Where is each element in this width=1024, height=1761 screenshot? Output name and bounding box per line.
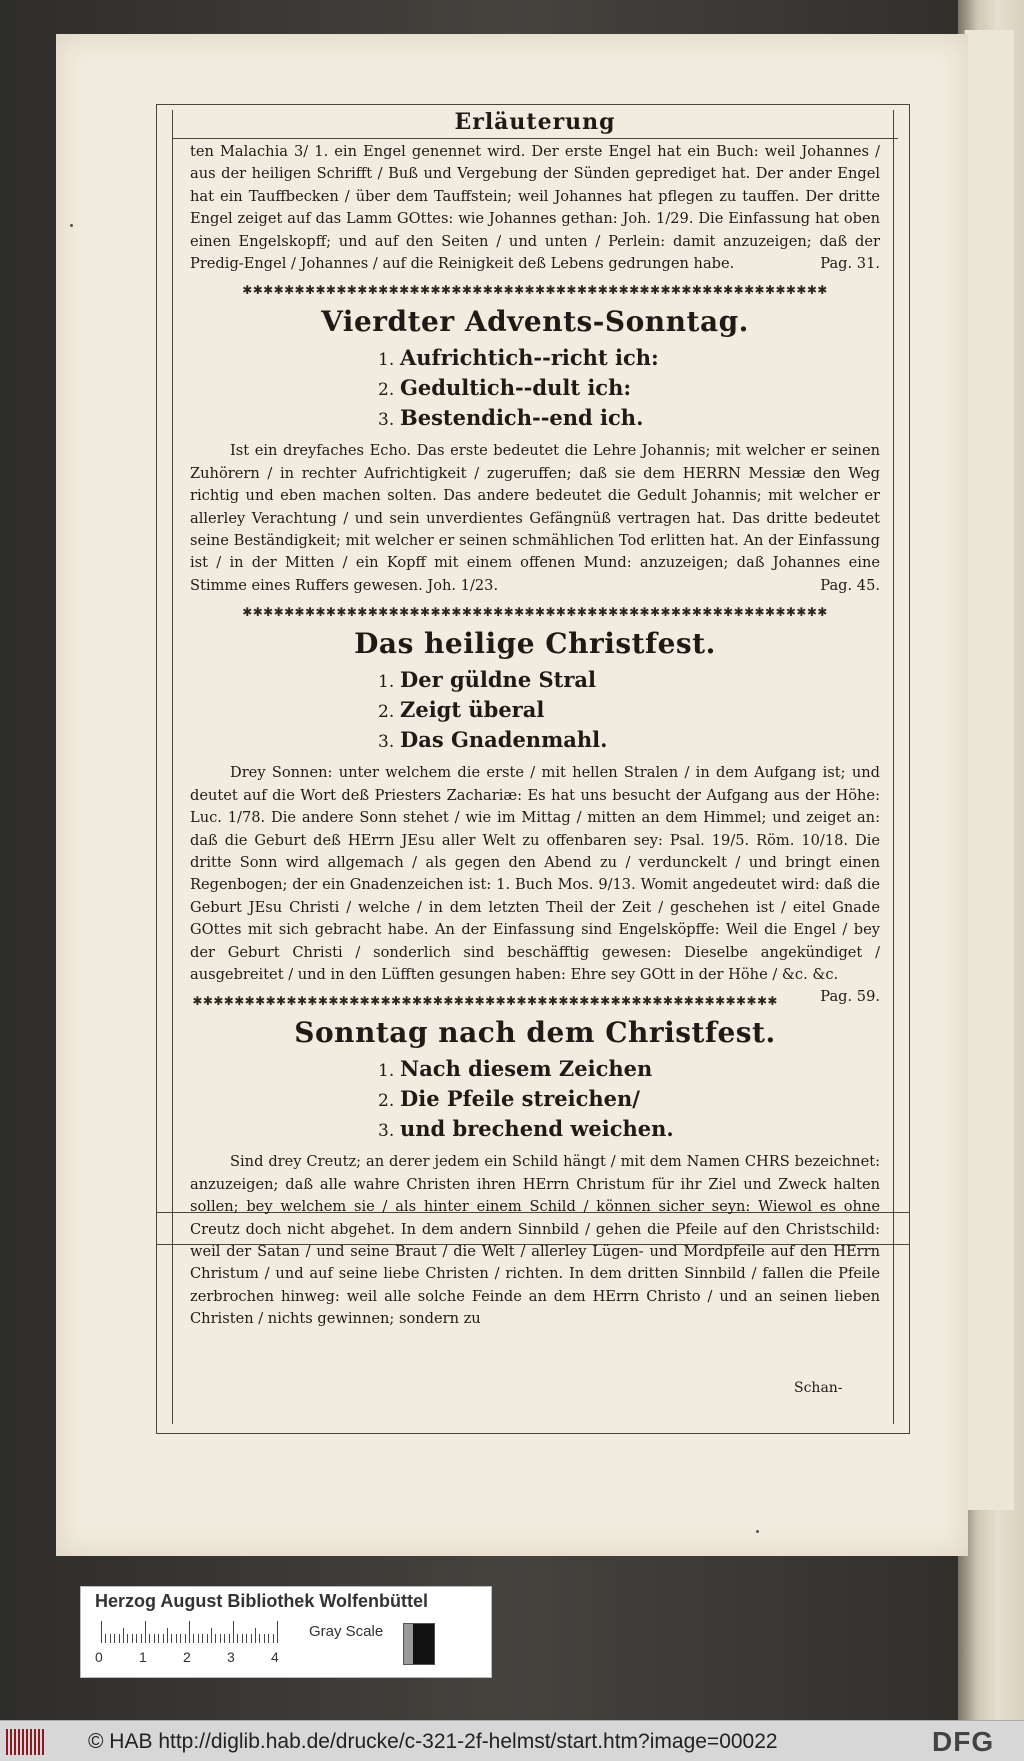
- verse-line: 2. Zeigt überal: [378, 697, 545, 723]
- verse-line: 3. Bestendich--end ich.: [378, 405, 644, 431]
- ruler-tick: [189, 1621, 190, 1643]
- section-body: [190, 440, 880, 597]
- section-title: Das heilige Christfest.: [354, 627, 716, 661]
- ruler-tick: [277, 1621, 278, 1643]
- ruler-tick: [229, 1634, 230, 1643]
- ruler-tick: [141, 1634, 142, 1643]
- verse-line: 1. Nach diesem Zeichen: [378, 1056, 653, 1082]
- ruler-tick: [171, 1634, 172, 1643]
- verse-line: 1. Der güldne Stral: [378, 667, 597, 693]
- verse-list: [378, 344, 880, 434]
- footer-url-text[interactable]: © HAB http://diglib.hab.de/drucke/c-321-2f-helmst/start.htm?image=00022: [88, 1730, 778, 1753]
- ruler-tick: [127, 1634, 128, 1643]
- verse-list: [378, 666, 880, 756]
- ruler-scale: [101, 1621, 281, 1643]
- intro-paragraph: [190, 141, 880, 275]
- footer-bar: [0, 1720, 1024, 1761]
- section-title: Vierdter Advents-Sonntag.: [321, 305, 749, 339]
- color-calibration-card: [80, 1586, 492, 1678]
- ornament-divider: ✱✱✱✱✱✱✱✱✱✱✱✱✱✱✱✱✱✱✱✱✱✱✱✱✱✱✱✱✱✱✱✱✱✱✱✱✱✱✱✱✱✱✱✱✱✱✱✱✱✱✱✱✱✱✱✱: [242, 283, 828, 298]
- ruler-tick: [242, 1634, 243, 1643]
- ruler-tick: [101, 1621, 102, 1643]
- intro-page-ref: Pag. 31.: [820, 255, 880, 273]
- ruler-tick: [158, 1634, 159, 1643]
- ruler-tick: [273, 1634, 274, 1643]
- ruler-numbers: [95, 1649, 295, 1667]
- section-body-text: Drey Sonnen: unter welchem die erste / mit hellen Stralen / in dem Aufgang ist; und deutet auf die Wort deß Priesters Zachariæ: Es hat uns besucht der Aufgang aus der Höhe: Luc. 1/78. Die andere Sonn stehet / wie im Mittag / mitten an dem Himmel; und zeiget an: daß die Geburt deß HErrn JEsu aller Welt zu offenbaren sey: Psal. 19/5. Röm. 10/18. Die dritte Sonn wird allgemach / als gegen den Abend zu / verdunckelt / und bringt einen Regenbogen; der ein Gnadenzeichen ist: 1. Buch Mos. 9/13. Womit angedeutet wird: daß die Geburt JEsu Christi / welche / in dem letzten Theil der Zeit / geschehen ist / eitel Gnade GOttes mit sich gebracht habe. An der Einfassung sind Engelsköpffe: Weil die Engel / bey der Geburt Christi / sonderlich sind beschäfftig gewesen: Dieselbe angekündiget / ausgebreitet / und in den Lüfften gesungen haben: Ehre sey GOtt in der Höhe / &c. &c.: [190, 764, 880, 983]
- ruler-tick: [264, 1634, 265, 1643]
- intro-text: ten Malachia 3/ 1. ein Engel genennet wird. Der erste Engel hat ein Buch: weil Johannes / aus der heiligen Schrifft / Buß und Vergebung der Sünden geprediget hat. Der ander Engel hat ein Tauffbecken / über dem Tauffstein; weil Johannes hat pflegen zu tauffen. Der dritte Engel zeiget auf das Lamm GOttes: wie Johannes gethan: Joh. 1/29. Die Einfassung hat oben einen Engelskopff; und auf den Seiten / und unten / Perlein: damit anzuzeigen; daß der Predig-Engel / Johannes / auf die Reinigkeit deß Lebens gedrungen habe.: [190, 143, 880, 273]
- ruler-number: 0: [95, 1649, 103, 1665]
- ruler-tick: [224, 1634, 225, 1643]
- ruler-tick: [237, 1634, 238, 1643]
- ruler-tick: [154, 1634, 155, 1643]
- dfg-logo: DFG: [932, 1726, 995, 1757]
- running-head-rule: [172, 138, 898, 139]
- ornament-divider: ✱✱✱✱✱✱✱✱✱✱✱✱✱✱✱✱✱✱✱✱✱✱✱✱✱✱✱✱✱✱✱✱✱✱✱✱✱✱✱✱✱✱✱✱✱✱✱✱✱✱✱✱✱✱✱✱: [242, 605, 828, 620]
- ruler-tick: [180, 1634, 181, 1643]
- ruler-tick: [211, 1628, 212, 1643]
- section-body-text: Ist ein dreyfaches Echo. Das erste bedeutet die Lehre Johannis; mit welcher er seinen Zuhörern / in rechter Aufrichtigkeit / zugeruffen; daß sie dem HERRN Messiæ den Weg richtig und eben machen solten. Das andere bedeutet die Gedult Johannis; mit welcher er allerley Verachtung / und sein unverdientes Gefängnüß vertragen hat. Das dritte bedeutet seine Beständigkeit; mit welcher er seinen schmählichen Tod erlitten hat. An der Einfassung ist / in der Mitten / ein Kopff mit einem offenen Mund: anzuzeigen; daß Johannes eine Stimme eines Ruffers gewesen. Joh. 1/23.: [190, 442, 880, 594]
- book-page: [56, 34, 968, 1556]
- ruler-number: 2: [183, 1649, 191, 1665]
- ruler-tick: [220, 1634, 221, 1643]
- ruler-tick: [198, 1634, 199, 1643]
- ruler-number: 3: [227, 1649, 235, 1665]
- ruler-tick: [167, 1628, 168, 1643]
- verse-line: 3. Das Gnadenmahl.: [378, 727, 608, 753]
- ruler-tick: [114, 1634, 115, 1643]
- verse-line: 1. Aufrichtich--richt ich:: [378, 345, 659, 371]
- ruler-tick: [193, 1634, 194, 1643]
- speck: [756, 1530, 759, 1533]
- section-page-ref: Pag. 45.: [820, 576, 880, 594]
- verse-line: 2. Die Pfeile streichen/: [378, 1086, 640, 1112]
- verse-line: 2. Gedultich--dult ich:: [378, 375, 632, 401]
- ruler-tick: [215, 1634, 216, 1643]
- ruler-tick: [202, 1634, 203, 1643]
- ruler-tick: [163, 1634, 164, 1643]
- ruler-tick: [259, 1634, 260, 1643]
- verse-list: [378, 1055, 880, 1145]
- page-content: [190, 106, 880, 1331]
- catchword: Schan-: [794, 1380, 843, 1396]
- section-title: Sonntag nach dem Christfest.: [294, 1016, 776, 1050]
- ruler-tick: [233, 1621, 234, 1643]
- section-page-ref: Pag. 59.: [820, 988, 880, 1006]
- section-advent-4: [190, 305, 880, 597]
- running-head: Erläuterung: [454, 109, 616, 135]
- card-title: Herzog August Bibliothek Wolfenbüttel: [95, 1591, 428, 1611]
- ruler-number: 4: [271, 1649, 279, 1665]
- ruler-tick: [136, 1634, 137, 1643]
- ruler-tick: [145, 1621, 146, 1643]
- ruler-tick: [255, 1628, 256, 1643]
- ruler-tick: [251, 1634, 252, 1643]
- section-christmas: [190, 627, 880, 1006]
- section-after-christmas: [190, 1016, 880, 1330]
- ruler-tick: [185, 1634, 186, 1643]
- section-body: [190, 762, 880, 1006]
- ruler-tick: [246, 1634, 247, 1643]
- ruler-tick: [110, 1634, 111, 1643]
- speck: [70, 224, 73, 227]
- gray-swatches: [403, 1623, 435, 1665]
- ruler-tick: [119, 1634, 120, 1643]
- ruler-number: 1: [139, 1649, 147, 1665]
- section-body-text: Sind drey Creutz; an derer jedem ein Schild hängt / mit dem Namen CHRS bezeichnet: anzuzeigen; daß alle wahre Christen ihren HErrn Christum für ihr Ziel und Zweck halten sollen; bey welchem sie / als hinter einem Schild / können sicher seyn: Wiewol es ohne Creutz doch nicht abgehet. In dem andern Sinnbild / gehen die Pfeile auf den Christschild: weil der Satan / und seine Braut / die Welt / allerley Lügen- und Mordpfeile auf den HErrn Christum / und auf seine liebe Christen / richten. In dem dritten Sinnbild / fallen die Pfeile zerbrochen hinweg: weil alle solche Feinde an dem HErrn Christo / und an seinen lieben Christen / nichts gewinnen; sondern zu: [190, 1153, 880, 1328]
- ruler-tick: [105, 1634, 106, 1643]
- ruler-tick: [176, 1634, 177, 1643]
- ruler-tick: [132, 1634, 133, 1643]
- gray-scale-label: Gray Scale: [309, 1623, 384, 1640]
- ruler-tick: [207, 1634, 208, 1643]
- ruler-tick: [268, 1634, 269, 1643]
- ruler-tick: [149, 1634, 150, 1643]
- ruler-tick: [123, 1628, 124, 1643]
- barcode-icon: [6, 1729, 46, 1755]
- section-body: [190, 1151, 880, 1330]
- verse-line: 3. und brechend weichen.: [378, 1116, 674, 1142]
- ornament-divider: ✱✱✱✱✱✱✱✱✱✱✱✱✱✱✱✱✱✱✱✱✱✱✱✱✱✱✱✱✱✱✱✱✱✱✱✱✱✱✱✱✱✱✱✱✱✱✱✱✱✱✱✱✱✱✱✱: [192, 994, 778, 1009]
